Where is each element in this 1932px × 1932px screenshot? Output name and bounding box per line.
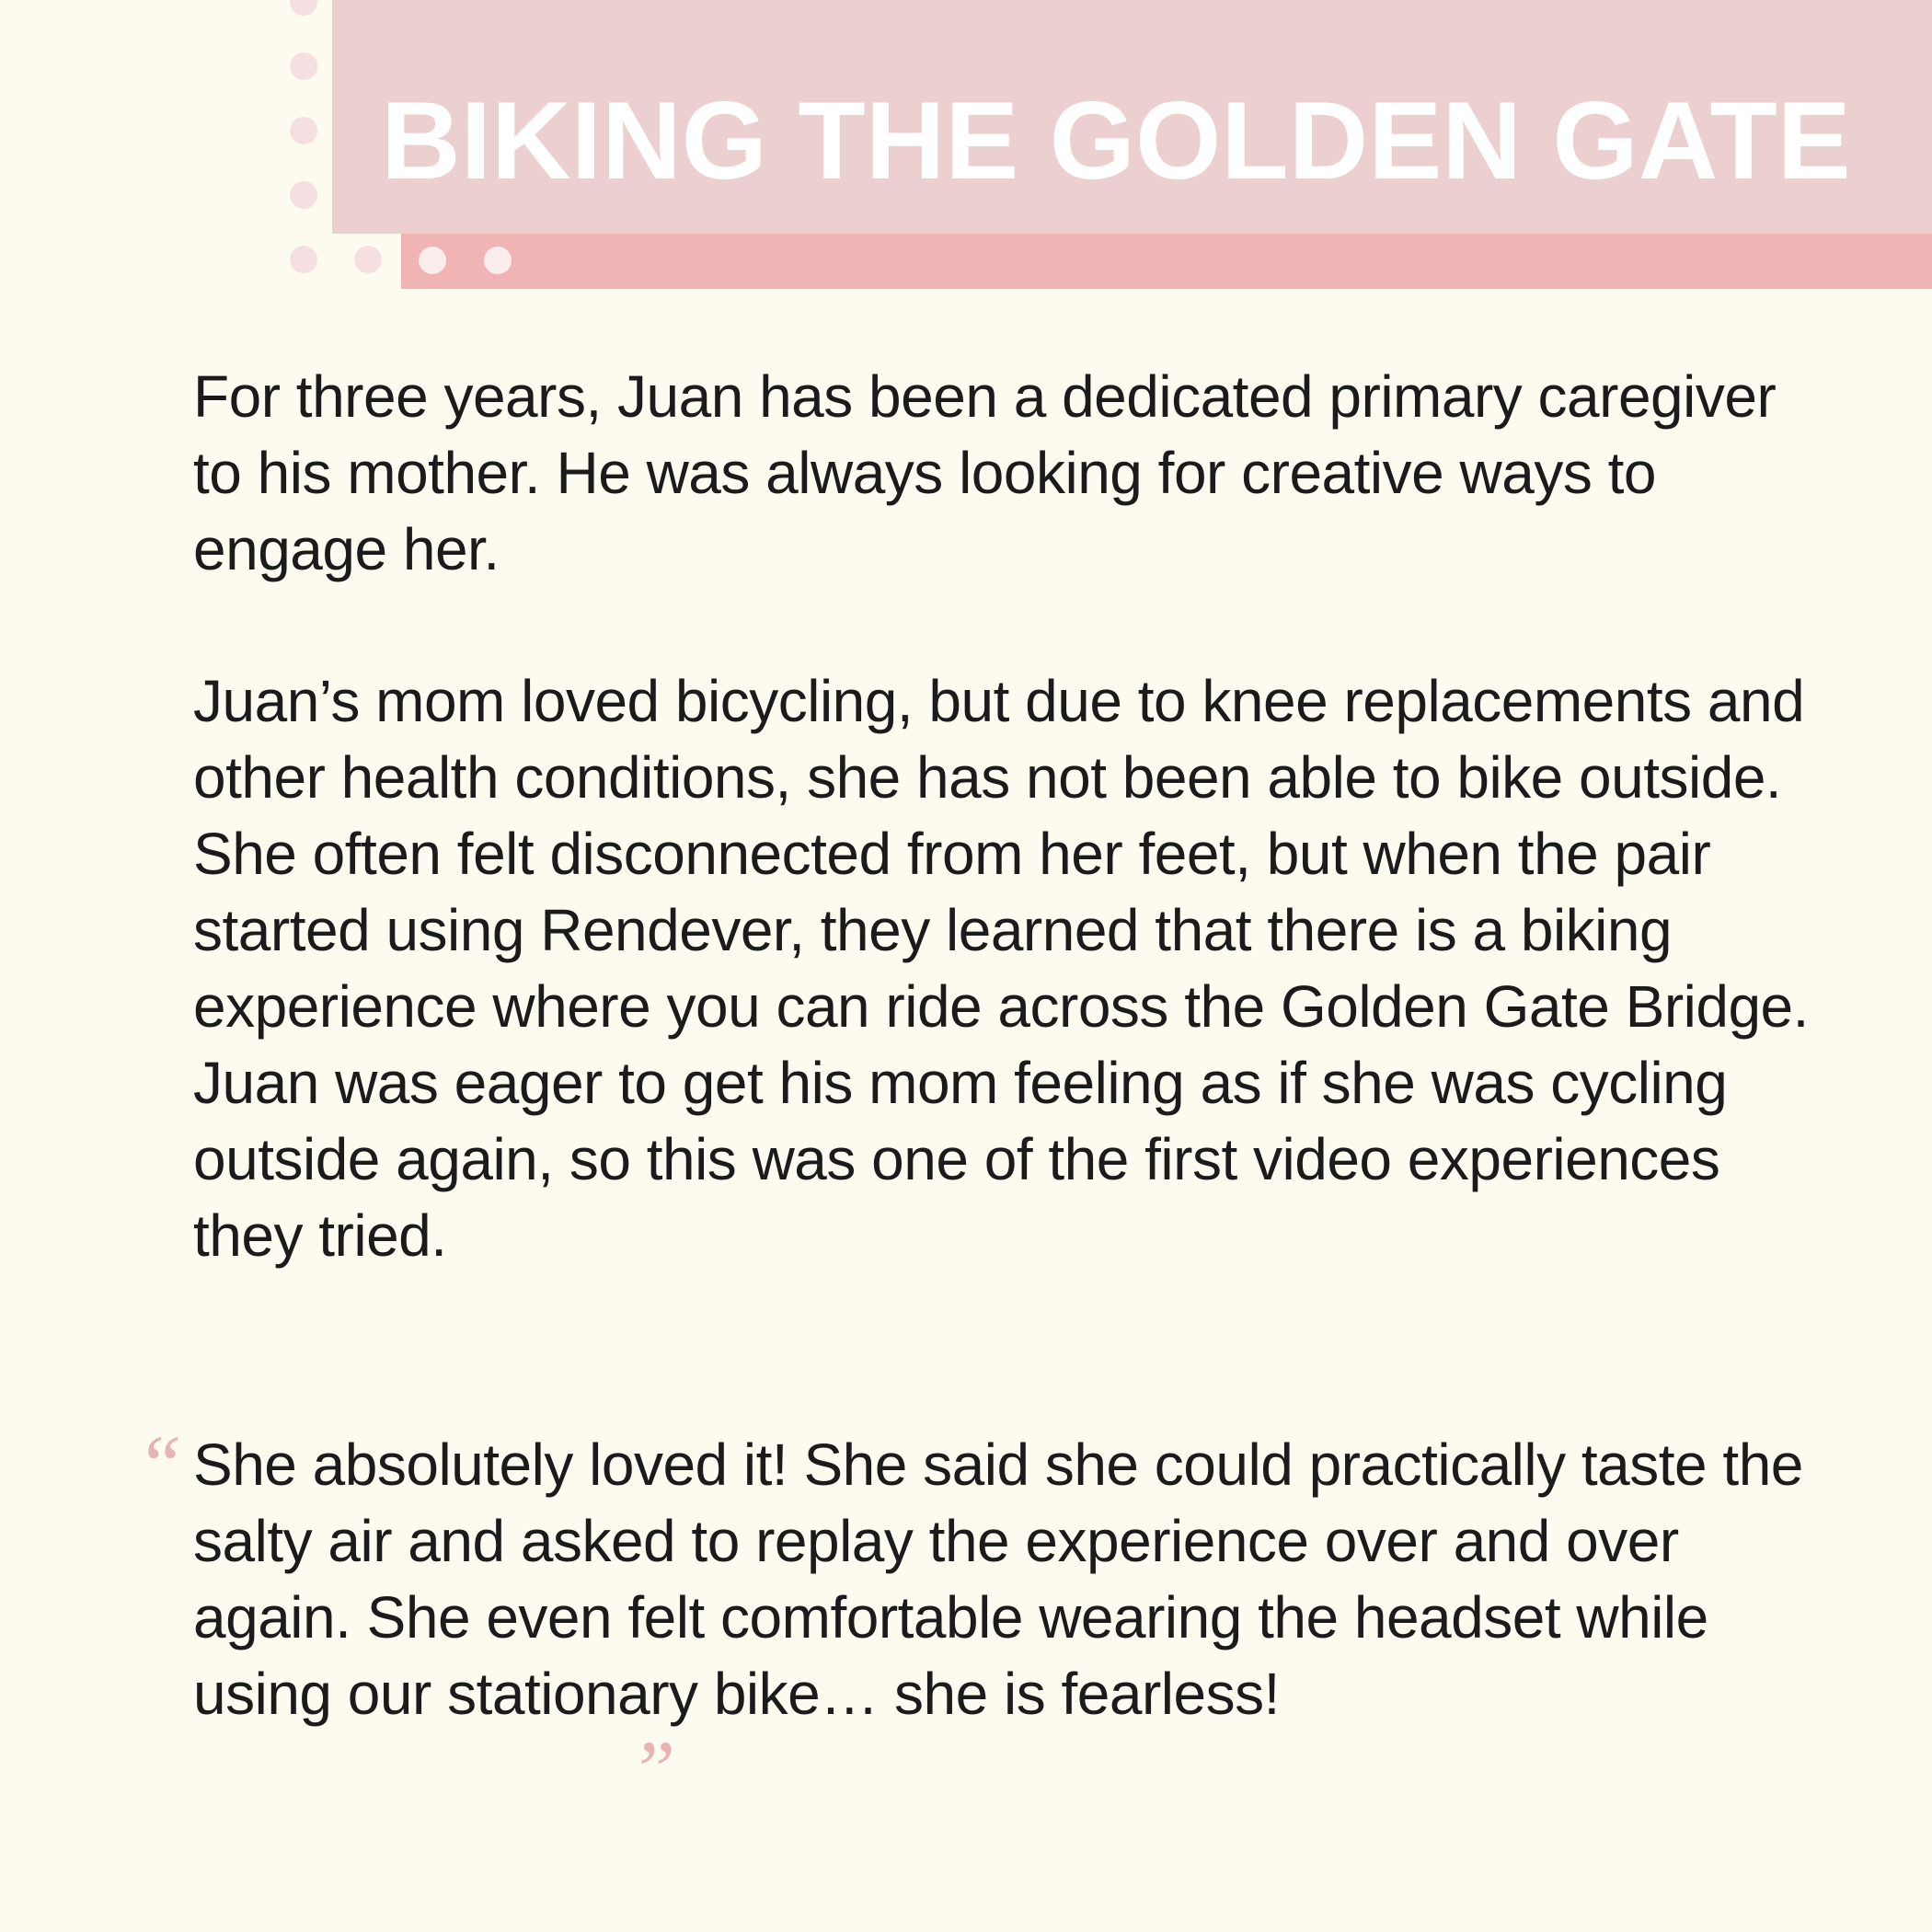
decorative-dot: [290, 181, 317, 209]
decorative-dot: [419, 247, 446, 274]
decorative-dot: [290, 0, 317, 16]
testimonial-quote: She absolutely loved it! She said she could practically taste the salty air and asked to replay the experience over and over again. She even felt comfortable wearing the headset while using our stationary bike… she is fearless!: [193, 1432, 1803, 1727]
decorative-dot: [290, 52, 317, 80]
decorative-dot: [484, 247, 512, 274]
decorative-dot: [290, 246, 317, 273]
decorative-dot: [354, 246, 382, 273]
close-quote-icon: ”: [629, 1725, 676, 1816]
decorative-dot: [290, 117, 317, 144]
page-title: BIKING THE GOLDEN GATE: [381, 79, 1851, 202]
accent-band: [401, 234, 1932, 289]
open-quote-icon: “: [136, 1420, 183, 1511]
story-paragraph: Juan’s mom loved bicycling, but due to knee replacements and other health conditions, she has not been able to bike outside. She often felt disconnected from her feet, but when the pair started using Rendever, they learned that there is a biking experience where you can ride across the Golden Gate Bridge. Juan was eager to get his mom feeling as if she was cycling outside again, so this was one of the first video experiences they tried.: [193, 668, 1809, 1269]
intro-paragraph: For three years, Juan has been a dedicated primary caregiver to his mother. He was always looking for creative ways to engage her.: [193, 363, 1777, 582]
